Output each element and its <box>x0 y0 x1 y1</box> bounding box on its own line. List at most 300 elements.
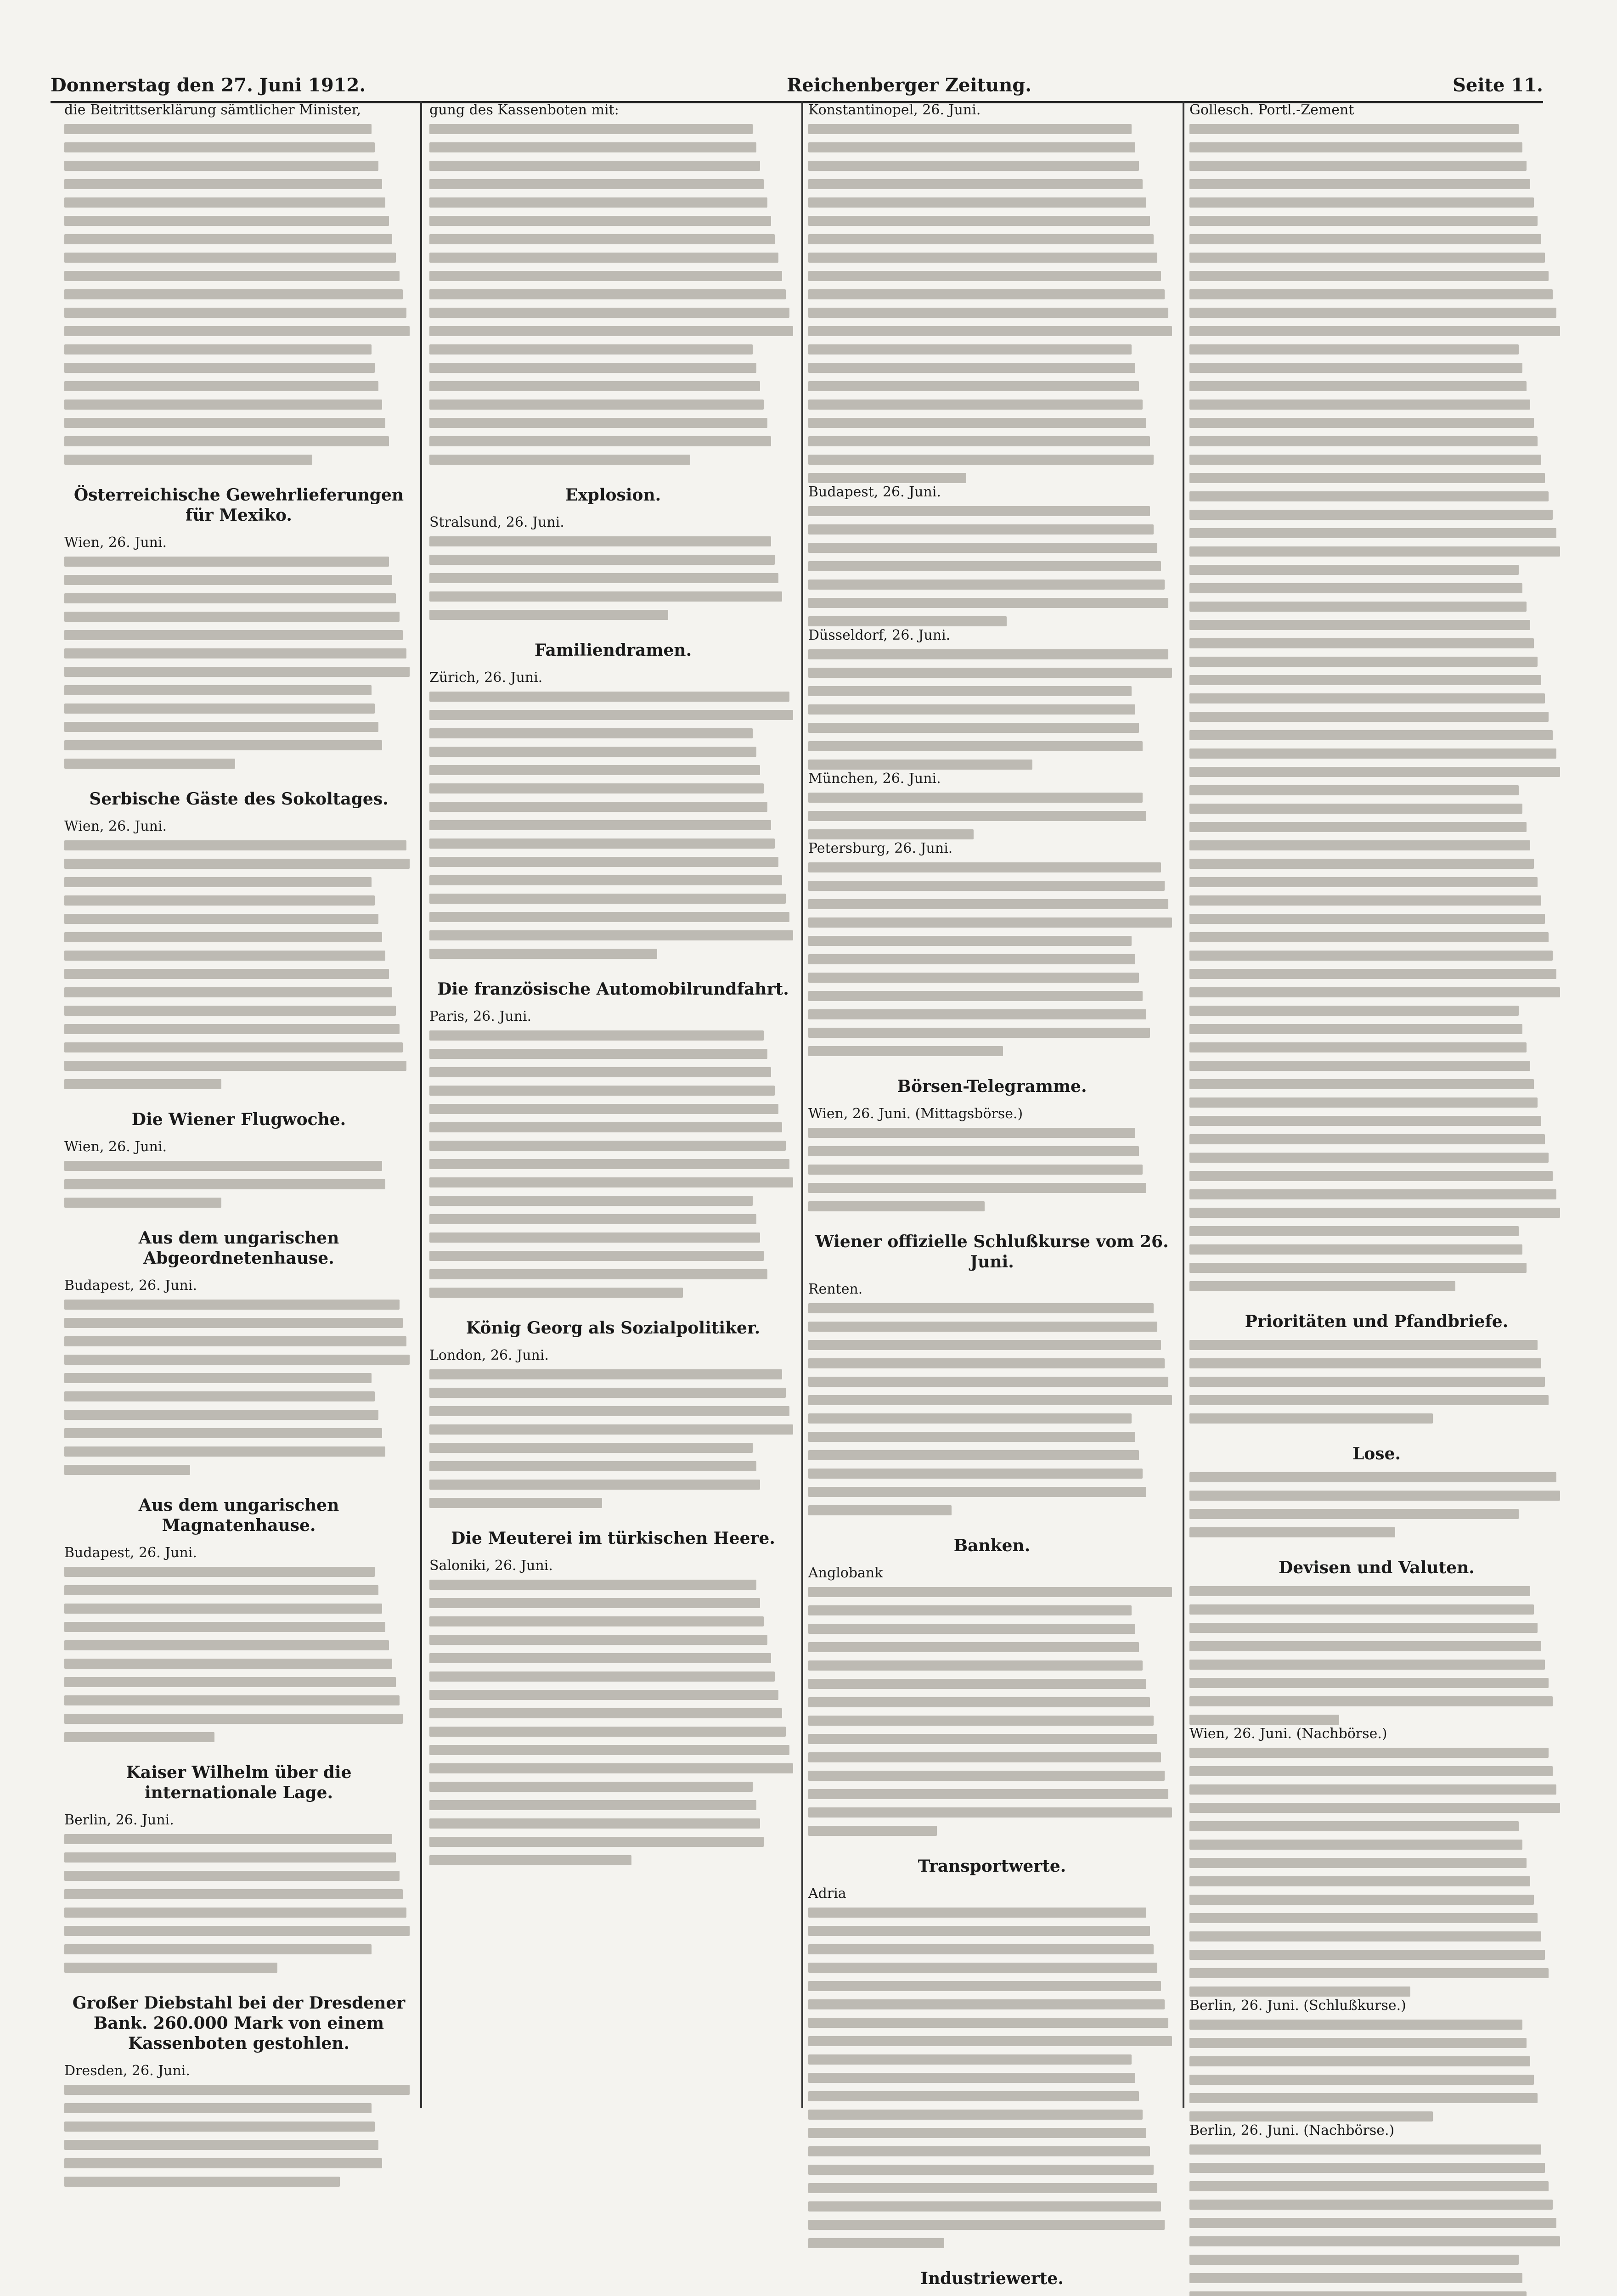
text-line <box>64 271 400 281</box>
text-line <box>1189 1116 1541 1126</box>
text-line <box>64 1834 392 1844</box>
text-line <box>808 2018 1168 2028</box>
text-line <box>808 1999 1165 2009</box>
text-line <box>1189 1208 1560 1218</box>
text-line <box>808 2054 1132 2065</box>
text-line <box>808 1469 1143 1479</box>
article <box>808 839 1176 1056</box>
article-body <box>64 124 413 465</box>
text-line <box>64 1318 403 1328</box>
article <box>1189 1997 1564 2122</box>
article-lead: Paris, 26. Juni. <box>429 1008 532 1024</box>
text-line <box>808 197 1146 208</box>
text-line <box>429 1424 793 1435</box>
text-line <box>808 760 1032 770</box>
text-line <box>808 1395 1172 1405</box>
text-line <box>429 710 793 720</box>
text-line <box>808 1752 1161 1762</box>
text-line <box>64 1889 403 1899</box>
text-line <box>1189 987 1560 997</box>
text-line <box>1189 1189 1556 1199</box>
article-body <box>429 124 797 465</box>
text-line <box>64 142 375 152</box>
text-line <box>1189 2291 1527 2296</box>
text-line <box>808 1963 1157 1973</box>
text-line <box>808 1789 1168 1799</box>
article-heading: Österreichische Gewehrlieferungen für Mexiko. <box>73 485 404 525</box>
article-heading: Die französische Automobilrundfahrt. <box>437 979 789 999</box>
text-line <box>1189 1803 1560 1813</box>
text-line <box>64 840 406 850</box>
text-line <box>808 436 1150 446</box>
text-line <box>64 1659 392 1669</box>
article-lead: Wien, 26. Juni. (Mittagsbörse.) <box>808 1106 1023 1122</box>
text-line <box>429 802 767 812</box>
text-line <box>1189 712 1549 722</box>
text-line <box>429 912 789 922</box>
text-line <box>1189 308 1556 318</box>
text-line <box>64 1852 396 1863</box>
article-body <box>808 1128 1176 1211</box>
text-line <box>429 1598 760 1608</box>
text-line <box>64 2177 340 2187</box>
text-line <box>429 326 793 336</box>
text-line <box>1189 1678 1549 1688</box>
text-line <box>64 612 400 622</box>
article <box>808 2268 1176 2296</box>
text-line <box>808 862 1161 872</box>
text-line <box>429 1818 760 1829</box>
text-line <box>1189 124 1519 134</box>
text-line <box>64 1024 400 1034</box>
text-line <box>1189 142 1522 152</box>
text-line <box>1189 840 1530 850</box>
text-line <box>808 991 1143 1001</box>
article <box>1189 1558 1564 1725</box>
article <box>64 1495 413 1742</box>
article <box>429 101 797 465</box>
text-line <box>64 363 375 373</box>
text-line <box>429 1763 793 1773</box>
text-line <box>1189 1968 1549 1978</box>
text-line <box>429 142 756 152</box>
text-line <box>429 820 771 830</box>
text-line <box>808 326 1172 336</box>
text-line <box>429 1159 789 1169</box>
text-line <box>64 2140 378 2150</box>
text-line <box>64 2085 410 2095</box>
page-header <box>51 69 1543 103</box>
text-line <box>1189 363 1522 373</box>
text-line <box>64 455 312 465</box>
text-line <box>1189 2075 1534 2085</box>
text-line <box>64 1871 400 1881</box>
text-line <box>64 2158 382 2168</box>
article-body <box>429 692 797 959</box>
text-line <box>1189 1986 1410 1997</box>
text-line <box>808 2201 1161 2212</box>
text-line <box>429 1406 789 1416</box>
article-body <box>1189 1340 1564 1424</box>
text-line <box>429 1837 764 1847</box>
text-line <box>1189 2093 1538 2103</box>
text-line <box>429 216 771 226</box>
text-line <box>1189 1913 1538 1923</box>
article-body <box>808 124 1176 483</box>
text-line <box>429 1690 778 1700</box>
text-line <box>1189 179 1530 189</box>
text-line <box>808 2165 1154 2175</box>
text-line <box>64 1161 382 1171</box>
article-lead: Budapest, 26. Juni. <box>64 1277 197 1294</box>
text-line <box>1189 1079 1534 1089</box>
article-body <box>429 1030 797 1298</box>
text-line <box>1189 1660 1545 1670</box>
article-body <box>64 1300 413 1475</box>
text-line <box>808 455 1154 465</box>
article-lead: Stralsund, 26. Juni. <box>429 514 564 530</box>
text-line <box>429 1782 753 1792</box>
text-line <box>1189 1395 1549 1405</box>
text-line <box>1189 2273 1522 2283</box>
text-line <box>64 648 406 658</box>
article-lead: Zürich, 26. Juni. <box>429 670 543 686</box>
text-line <box>429 1141 786 1151</box>
text-line <box>808 1450 1139 1460</box>
text-line <box>429 692 789 702</box>
text-line <box>1189 951 1553 961</box>
text-line <box>1189 804 1522 814</box>
text-line <box>1189 2038 1527 2048</box>
article-heading: Transportwerte. <box>918 1857 1066 1876</box>
text-line <box>808 829 974 839</box>
article <box>808 1076 1176 1211</box>
text-line <box>808 363 1135 373</box>
text-line <box>429 747 756 757</box>
text-line <box>1189 1840 1522 1850</box>
article-body <box>808 862 1176 1056</box>
text-line <box>1189 1061 1530 1071</box>
text-line <box>64 2122 375 2132</box>
text-line <box>808 2036 1172 2046</box>
text-line <box>64 895 375 906</box>
article <box>64 101 413 465</box>
article-lead: München, 26. Juni. <box>808 771 941 787</box>
text-line <box>1189 2218 1556 2228</box>
text-line <box>64 1300 400 1310</box>
text-line <box>1189 1696 1553 1706</box>
text-line <box>808 400 1143 410</box>
text-line <box>808 1340 1161 1350</box>
text-line <box>808 686 1132 696</box>
text-line <box>64 326 410 336</box>
text-line <box>64 1428 382 1438</box>
text-line <box>1189 2020 1522 2030</box>
text-line <box>429 875 782 885</box>
text-line <box>429 838 775 849</box>
text-line <box>429 536 771 546</box>
text-line <box>64 381 378 391</box>
text-line <box>808 1183 1146 1193</box>
article-heading: Wiener offizielle Schlußkurse vom 26. Juni. <box>815 1232 1169 1272</box>
text-line <box>1189 1821 1519 1831</box>
text-line <box>1189 1527 1395 1537</box>
text-line <box>64 630 403 640</box>
text-line <box>429 1800 756 1810</box>
column-2 <box>429 101 797 2108</box>
text-line <box>429 1443 753 1453</box>
text-line <box>808 1146 1139 1156</box>
article-body <box>64 557 413 769</box>
text-line <box>64 1677 396 1687</box>
text-line <box>429 1288 683 1298</box>
text-line <box>808 1377 1168 1387</box>
text-line <box>64 1714 403 1724</box>
text-line <box>64 234 392 244</box>
text-line <box>429 124 753 134</box>
text-line <box>808 1926 1150 1936</box>
text-line <box>1189 381 1527 391</box>
text-line <box>1189 2181 1549 2191</box>
text-line <box>429 179 764 189</box>
text-line <box>808 271 1161 281</box>
text-line <box>1189 675 1541 685</box>
text-line <box>808 381 1139 391</box>
text-line <box>429 1369 782 1379</box>
text-line <box>1189 565 1519 575</box>
text-line <box>429 1196 753 1206</box>
article-body <box>64 1834 413 1973</box>
text-line <box>429 1388 786 1398</box>
text-line <box>808 954 1135 964</box>
text-line <box>808 2110 1143 2120</box>
text-line <box>1189 1784 1556 1795</box>
text-line <box>64 1963 277 1973</box>
article-body <box>429 536 797 620</box>
text-line <box>808 543 1157 553</box>
text-line <box>808 506 1150 516</box>
text-line <box>429 857 778 867</box>
article <box>808 1536 1176 1836</box>
text-line <box>808 161 1139 171</box>
text-line <box>808 418 1146 428</box>
text-line <box>64 2103 372 2113</box>
text-line <box>429 894 786 904</box>
article-lead: Budapest, 26. Juni. <box>808 484 941 500</box>
article-lead: Berlin, 26. Juni. (Schlußkurse.) <box>1189 1998 1406 2014</box>
text-line <box>1189 326 1560 336</box>
article-lead: Dresden, 26. Juni. <box>64 2063 190 2079</box>
text-line <box>429 949 657 959</box>
text-line <box>1189 1042 1527 1052</box>
text-line <box>808 1679 1146 1689</box>
text-line <box>1189 197 1534 208</box>
text-line <box>1189 1340 1538 1350</box>
text-line <box>1189 546 1560 557</box>
article-body <box>1189 1472 1564 1537</box>
text-line <box>429 1616 764 1626</box>
text-line <box>1189 932 1549 942</box>
text-line <box>429 1067 771 1077</box>
text-line <box>1189 473 1545 483</box>
text-line <box>429 555 775 565</box>
text-line <box>1189 914 1545 924</box>
article-lead: London, 26. Juni. <box>429 1347 549 1363</box>
text-line <box>1189 436 1538 446</box>
article-body <box>808 1303 1176 1515</box>
text-line <box>808 811 1146 821</box>
text-line <box>64 1446 385 1457</box>
text-line <box>429 308 789 318</box>
article-heading: Devisen und Valuten. <box>1279 1558 1475 1577</box>
text-line <box>1189 1097 1538 1108</box>
article <box>808 770 1176 839</box>
text-line <box>808 1303 1154 1313</box>
text-line <box>1189 1377 1545 1387</box>
text-line <box>808 2183 1157 2193</box>
article <box>1189 1311 1564 1424</box>
text-line <box>1189 1623 1538 1633</box>
text-line <box>808 1624 1135 1634</box>
article-body <box>808 506 1176 626</box>
text-line <box>808 473 966 483</box>
article-heading: Großer Diebstahl bei der Dresdener Bank. 260.000 Mark von einem Kassenboten gestohlen. <box>72 1993 406 2053</box>
article-heading: König Georg als Sozialpolitiker. <box>466 1318 761 1338</box>
text-line <box>1189 216 1538 226</box>
text-line <box>64 914 378 924</box>
text-line <box>808 561 1161 571</box>
text-line <box>1189 1244 1522 1255</box>
article <box>808 626 1176 770</box>
text-line <box>64 685 372 695</box>
text-line <box>429 1653 771 1663</box>
article-body <box>64 1567 413 1742</box>
text-line <box>808 973 1139 983</box>
text-line <box>808 179 1143 189</box>
text-line <box>808 1413 1132 1424</box>
text-line <box>808 616 1007 626</box>
text-line <box>808 1944 1154 1954</box>
article-heading: Familiendramen. <box>534 641 692 660</box>
text-line <box>1189 1134 1545 1144</box>
text-line <box>1189 1153 1549 1163</box>
text-line <box>64 344 372 355</box>
text-line <box>64 969 389 979</box>
text-line <box>808 1908 1146 1918</box>
text-line <box>808 142 1135 152</box>
text-line <box>808 1322 1157 1332</box>
article-lead: Adria <box>808 1885 846 1902</box>
article <box>808 1856 1176 2248</box>
text-line <box>1189 877 1538 887</box>
column-4 <box>1189 101 1564 2138</box>
text-line <box>1189 1641 1541 1651</box>
article-heading: Die Wiener Flugwoche. <box>131 1110 346 1129</box>
text-line <box>1189 1895 1534 1905</box>
column-rule <box>1183 101 1184 2108</box>
text-line <box>64 253 396 263</box>
article-heading: Kaiser Wilhelm über die internationale Lage. <box>126 1763 352 1802</box>
article <box>429 485 797 620</box>
text-line <box>429 1232 760 1243</box>
article-body <box>64 2085 413 2187</box>
article-lead: Wien, 26. Juni. <box>64 818 167 834</box>
text-line <box>1189 400 1530 410</box>
text-line <box>808 793 1143 803</box>
column-3 <box>808 101 1176 2288</box>
article-body <box>429 1580 797 1865</box>
text-line <box>64 951 385 961</box>
text-line <box>1189 859 1534 869</box>
text-line <box>808 308 1168 318</box>
text-line <box>64 1391 375 1401</box>
text-line <box>1189 510 1553 520</box>
text-line <box>64 593 396 603</box>
article-lead: Saloniki, 26. Juni. <box>429 1558 553 1574</box>
text-line <box>808 1046 1003 1056</box>
header-page-number: Seite 11. <box>1453 74 1543 96</box>
text-line <box>808 580 1165 590</box>
text-line <box>1189 620 1530 630</box>
text-line <box>1189 528 1556 538</box>
text-line <box>64 216 389 226</box>
text-line <box>64 436 389 446</box>
text-line <box>429 1086 775 1096</box>
text-line <box>64 667 410 677</box>
text-line <box>808 2146 1150 2156</box>
article-heading: Lose. <box>1352 1444 1401 1463</box>
text-line <box>1189 2236 1560 2246</box>
text-line <box>64 289 403 299</box>
text-line <box>808 1605 1132 1615</box>
text-line <box>1189 344 1519 355</box>
text-line <box>808 234 1154 244</box>
text-line <box>64 740 382 750</box>
text-line <box>808 936 1132 946</box>
text-line <box>64 1567 375 1577</box>
text-line <box>808 1642 1139 1652</box>
text-line <box>808 1807 1172 1818</box>
header-title: Reichenberger Zeitung. <box>787 74 1032 96</box>
text-line <box>1189 1491 1560 1501</box>
text-line <box>1189 1171 1553 1181</box>
text-line <box>429 1480 760 1490</box>
text-line <box>808 598 1168 608</box>
article <box>1189 1725 1564 1997</box>
text-line <box>808 1587 1172 1597</box>
text-line <box>808 1128 1135 1138</box>
text-line <box>808 1826 937 1836</box>
text-line <box>808 1201 985 1211</box>
text-line <box>1189 2255 1519 2265</box>
text-line <box>1189 161 1527 171</box>
column-rule <box>801 101 803 2108</box>
text-line <box>429 591 782 602</box>
text-line <box>429 1122 782 1132</box>
text-line <box>1189 767 1560 777</box>
text-line <box>808 741 1143 751</box>
text-line <box>64 1695 400 1705</box>
text-line <box>1189 1876 1530 1886</box>
article <box>429 1318 797 1508</box>
article-lead: Renten. <box>808 1281 863 1297</box>
article-body <box>64 1161 413 1208</box>
text-line <box>808 1487 1146 1497</box>
text-line <box>808 917 1172 928</box>
text-line <box>1189 583 1522 593</box>
text-line <box>429 1671 775 1682</box>
text-line <box>64 1622 385 1632</box>
